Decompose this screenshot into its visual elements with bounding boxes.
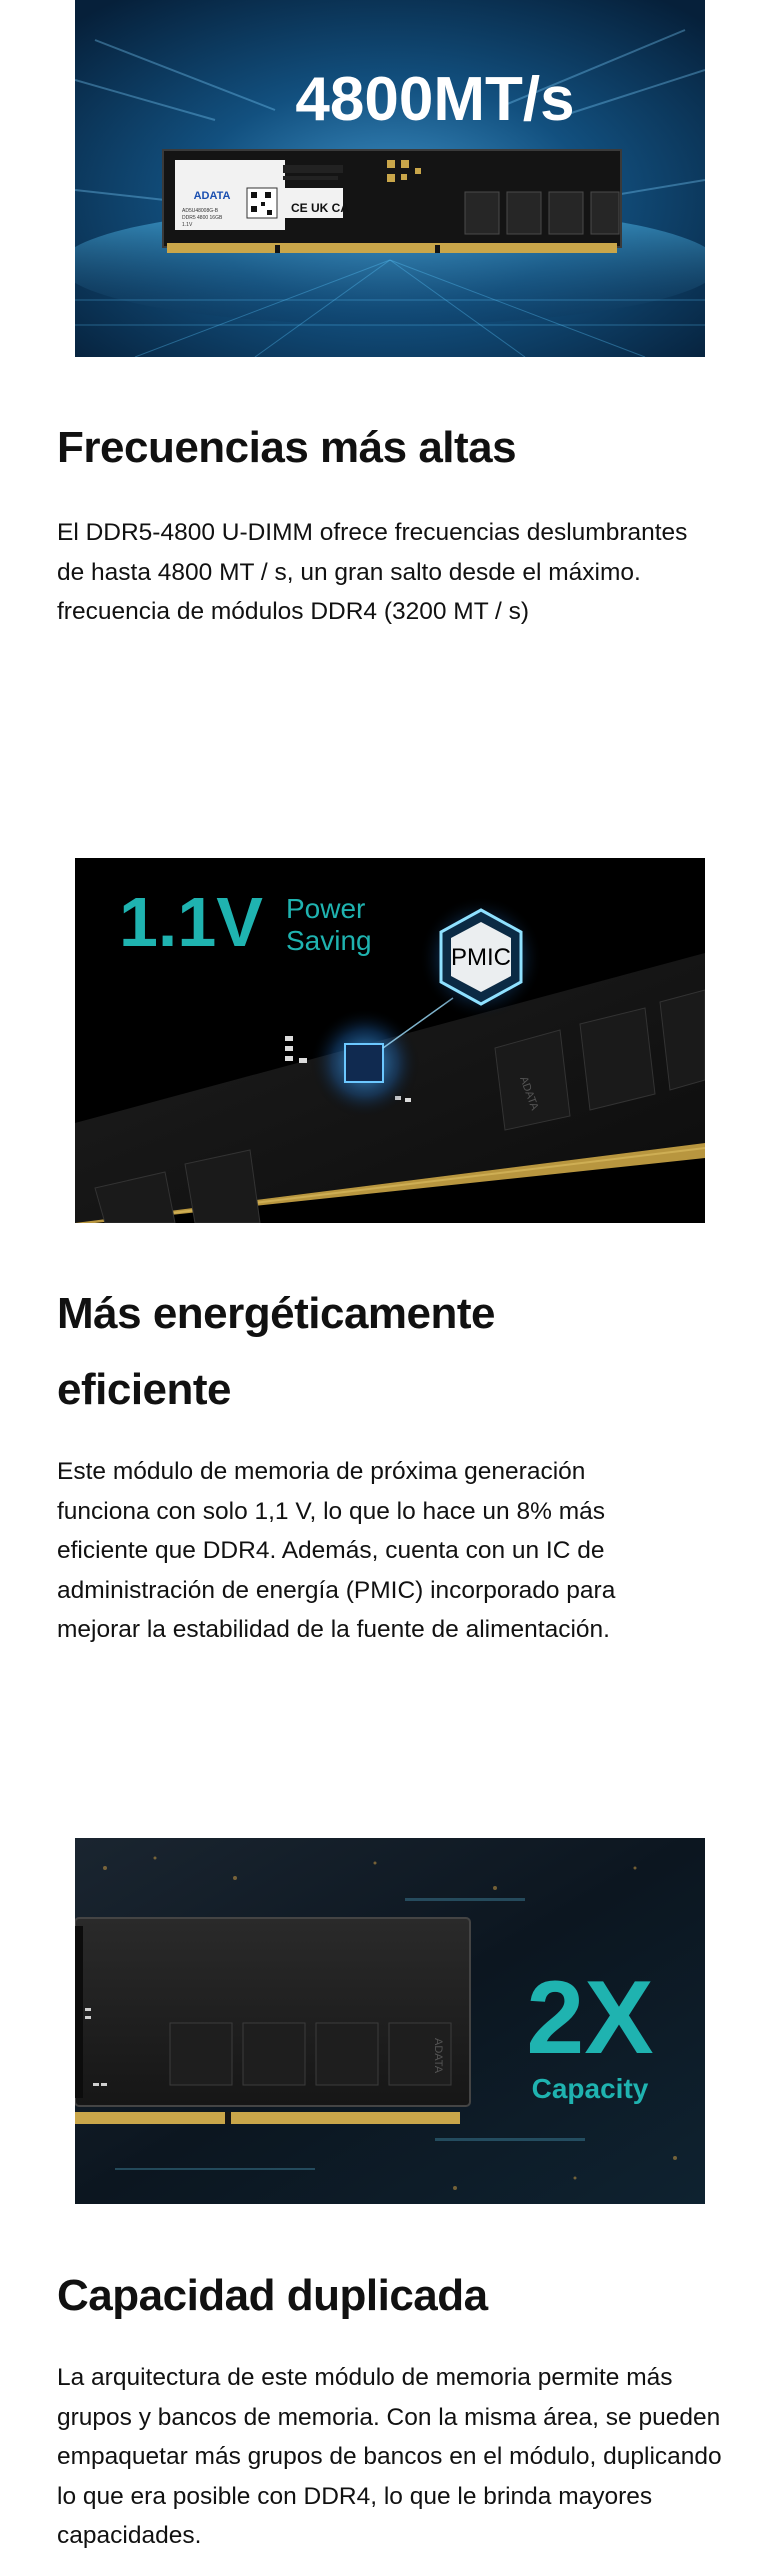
section-body-capacity: La arquitectura de este módulo de memoria permite más grupos y bancos de memoria. Con la misma área, se pueden empaquetar más grupos de bancos en el módulo, duplicando lo que era posible con DDR4, lo que le brinda mayores capacidades.	[57, 2364, 722, 2549]
module-spec-line: DDR5 4800 16GB	[182, 215, 223, 221]
speed-banner-image	[75, 0, 705, 357]
capacity-multiplier: 2X	[526, 1960, 654, 2076]
chip-brand-text: ADATA	[517, 1074, 541, 1112]
section-heading-capacity: Capacidad duplicada	[57, 2271, 488, 2320]
section-body-frequency: El DDR5-4800 U-DIMM ofrece frecuencias deslumbrantes de hasta 4800 MT / s, un gran salto desde el máximo. frecuencia de módulos DDR4 (3200 MT / s)	[57, 519, 688, 625]
section-heading-frequency: Frecuencias más altas	[57, 423, 517, 472]
power-tagline: Power	[286, 893, 366, 924]
capacity-caption: Capacity	[531, 2073, 649, 2104]
saving-tagline: Saving	[286, 925, 372, 956]
capacity-banner-image	[75, 1838, 705, 2204]
voltage-headline: 1.1V	[119, 883, 263, 961]
certification-marks: CE UK CA	[291, 201, 350, 215]
section-body-efficiency: Este módulo de memoria de próxima generación funciona con solo 1,1 V, lo que lo hace un 8% más eficiente que DDR4. Además, cuenta con un IC de administración de energía (PMIC) incorporado para mejorar la estabilidad de la fuente de alimentación.	[57, 1458, 616, 1643]
power-saving-banner-image	[75, 858, 705, 1223]
section-heading-efficiency-line-2: eficiente	[57, 1365, 232, 1414]
section-heading-efficiency-line-1: Más energéticamente	[57, 1289, 496, 1338]
module-brand-label: ADATA	[193, 190, 231, 202]
module-voltage-line: 1.1V	[182, 222, 193, 228]
speed-headline: 4800MT/s	[295, 65, 575, 134]
module-part-number: AD5U48008G-B	[182, 208, 219, 214]
chip-brand-text: ADATA	[432, 2038, 444, 2074]
pmic-chip-label: PMIC	[451, 944, 511, 971]
